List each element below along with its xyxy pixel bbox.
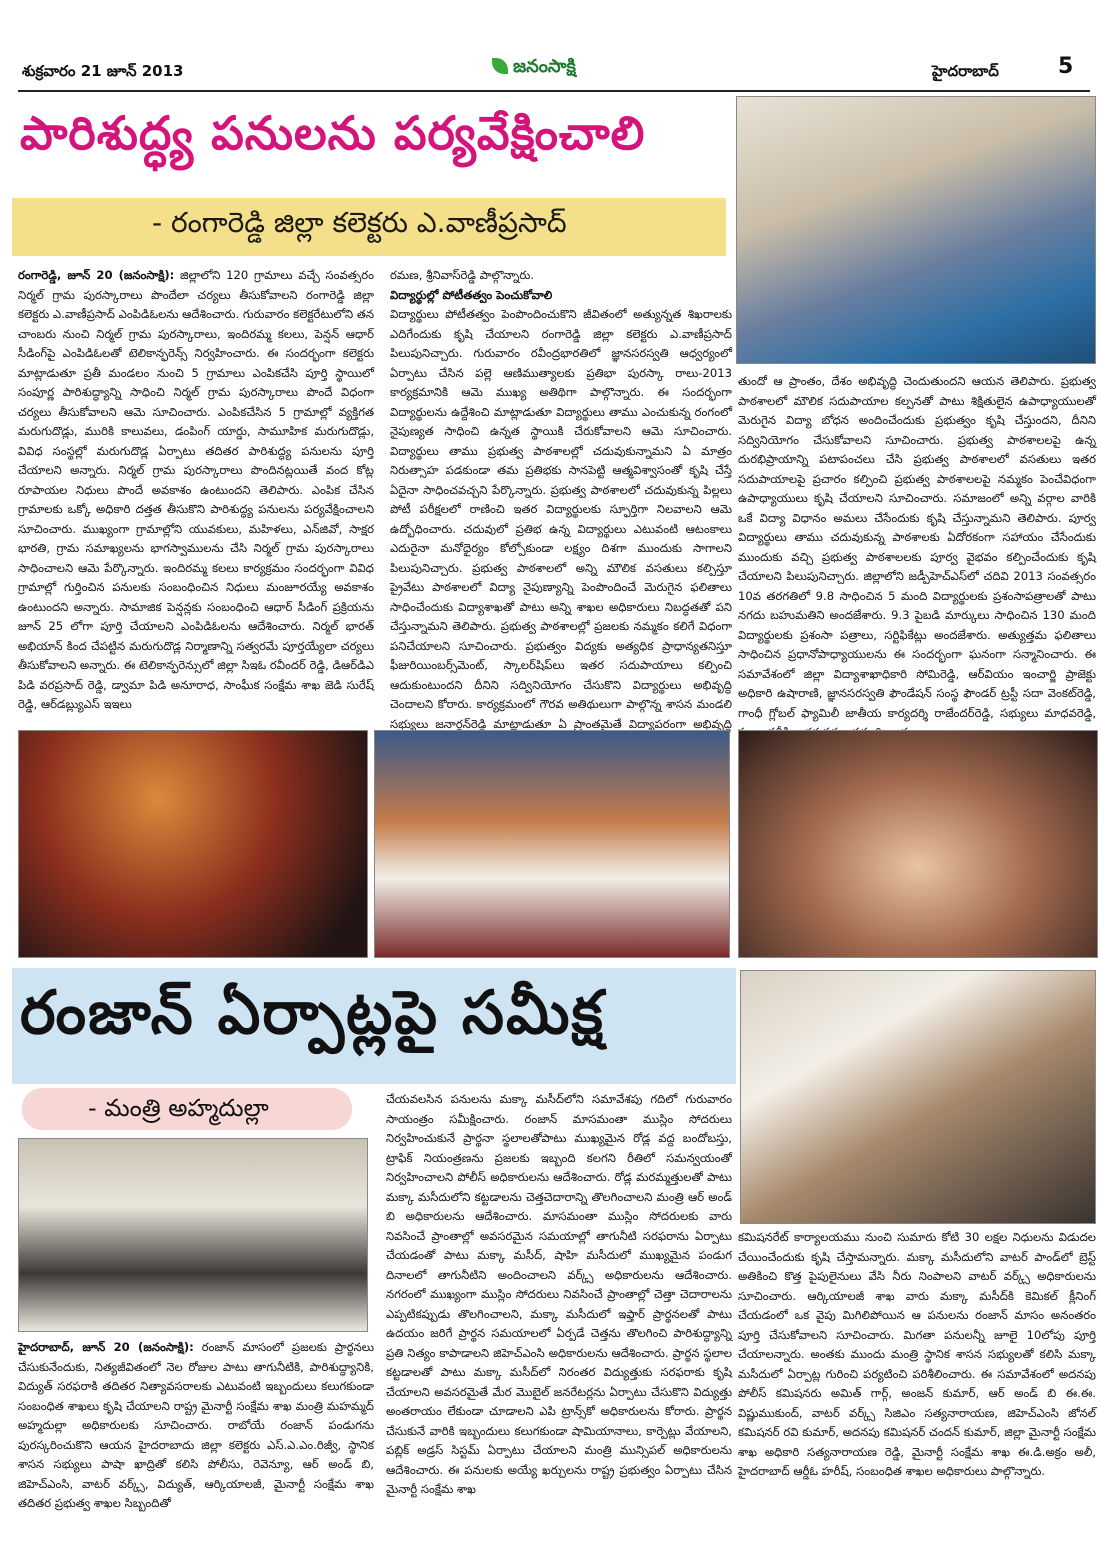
story1-column-3: తుందో ఆ ప్రాంతం, దేశం అభివృద్ధి చెందుతుందని ఆయన తెలిపారు. ప్రభుత్వ పాఠశాలలో మౌలిక సదుపాయాల కల్పనతో పాటు శిక్షితులైన ఉపాధ్యాయులతో మెరుగైన విద్యా బోధన అందించేందుకు ప్రభుత్వం కృషి చేస్తుందని, దీనిని సద్వినియోగం చేసుకోవాలని సూచించారు. ప్రభుత్వ పాఠశాలలపై ఉన్న దురభిప్రాయాన్ని పటాపంచలు చేసి ప్రభుత్వ పాఠశాలలో వసతులు ఇతర సదుపాయాలపై ప్రచారం కల్పించి ప్రభుత్వ పాఠశాలలపై నమ్మకం పెంచేవిధంగా ఉపాధ్యాయులు కృషి చేయాలని సూచించారు. సమాజంలో అన్ని వర్గాల వారికి ఒకే విద్యా విధానం అమలు చేసేందుకు కృషి చేస్తున్నామని తెలిపారు. పూర్వ విద్యార్థులు తాము చదువుకున్న పాఠశాలకు ఏదోరకంగా సహాయం చేసేందుకు ముందుకు వచ్చి ప్రభుత్వ పాఠశాలలకు పూర్వ వైభవం కల్పించేందుకు కృషి చేయాలని పిలుపునిచ్చారు. జిల్లాలోని జడ్పీహెచ్‌ఎస్‌లో చదివి 2013 సంవత్సరం 10వ తరగతిలో 9.8 సాధించిన 5 మంది విద్యార్థులకు ప్రశంసాపత్రాలతో పాటు నగదు బహుమతిని అందజేశారు. 9.3 పైబడి మార్కులు సాధించిన 130 మంది విద్యార్థులకు ప్రశంసా పత్రాలు, సర్టిఫికేట్లు అందజేశారు. అత్యుత్తమ ఫలితాలు సాధించిన ప్రధానోపాధ్యాయులను ఈ సందర్భంగా ఘనంగా సన్మానించారు. ఈ సమావేశంలో జిల్లా విద్యాశాఖాధికారి సోమిరెడ్డి, ఆర్‌వియం ఇంచార్జి ప్రాజెక్టు అధికారి ఉషారాణి, జ్ఞానసరస్వతి ఫౌండేషన్ సంస్థ ఫౌండర్ ట్రస్టీ సదా వెంకట్‌రెడ్డి, గాంధీ గ్లోబల్ ఫ్యామిలీ జాతీయ కార్యదర్శి రాజేందర్‌రెడ్డి, సభ్యులు మాధవరెడ్డి,: [738, 374, 1096, 720]
award-ceremony-photo: [374, 730, 730, 958]
story1-subheadline: - రంగారెడ్డి జిల్లా కలెక్టరు ఎ.వాణీప్రసాద్: [12, 198, 726, 256]
story1-headline: పారిశుద్ధ్య పనులను పర్యవేక్షించాలి: [20, 106, 646, 160]
header-divider: [18, 90, 1090, 92]
story1-body-2: విద్యార్థులు పోటీతత్వం పెంపొందించుకొని జీవితంలో అత్యున్నత శిఖరాలకు ఎదిగేందుకు కృషి చేయాలని రంగారెడ్డి జిల్లా కలెక్టరు ఎ.వాణీప్రసాద్ పిలుపునిచ్చారు. గురువారం రవీంద్రభారతిలో జ్ఞానసరస్వతి ఆధ్వర్యంలో ఏర్పాటు చేసిన పల్లె ఆణిముత్యాలకు ప్రతిభా పురస్కా రాలు-2013 కార్యక్రమానికి ఆమె ముఖ్య అతిథిగా పాల్గొన్నారు. ఈ సందర్భంగా విద్యార్థులను ఉద్దేశించి మాట్లాడుతూ విద్యార్థులు తాము ఎంచుకున్న రంగంలో నైపుణ్యత సాధించి ఉన్నత స్థాయికి చేరుకోవాలని ఆమె సూచించారు. విద్యార్థులు తాము ప్రభుత్వ పాఠశాలల్లో చదువుకున్నామని ఏ మాత్రం నిరుత్సాహ పడకుండా తమ ప్రతిభకు సానపెట్టి ఆత్మవిశ్వాసంతో కృషి చేస్తే ఏదైనా సాధించవచ్చని పేర్కొన్నారు. ప్రభుత్వ పాఠశాలలో చదువుకున్న పిల్లలు పోటీ పరీక్షలలో రాణించి ఇతర విద్యార్థులకు స్ఫూర్తిగా నిలవాలని ఆమె ఉద్బోధించారు. చదువులో ప్రతిభ ఉన్న విద్యార్థులు ఎటువంటి ఆటంకాలు ఎదురైనా మనోధైర్యం కోల్పోకుండా లక్ష్యం దిశగా ముందుకు సాగాలని పిలుపునిచ్చారు. ప్రభుత్వ పాఠశాలలో అన్ని మౌలిక వసతులు కల్పిస్తూ ప్రైవేటు పాఠశాలలో విద్యా నైపుణ్యాన్ని పెంపొందించే మెరుగైన ఫలితాలు సాధించేందుకు విద్యాశాఖతో పాటు అన్ని శాఖల అధికారులు నిబద్ధతతో పని చేస్తున్నామని తెలిపారు. ప్రభుత్వ పాఠశాలల్లో ప్రజలకు నమ్మకం కలిగే విధంగా పనిచేయాలని సూచించారు. ప్రభుత్వం విద్యకు అత్యధిక ప్రాధాన్యతనిస్తూ ఫీజురియింబర్స్‌మెంట్, స్కాలర్‌షిప్‌లు ఇతర సదుపాయాలు కల్పించి ఆదుకుంటుందని దీనిని సద్వినియోగం చేసుకొని విద్యార్థులు అభివృద్ధి చెందాలని కోరారు. కార్యక్రమంలో గౌరవ అతిథులుగా పాల్గొన్న శాసన మండలి సభ్యులు జనార్ధన్‌రెడ్డి మాట్లాడుతూ ఏ ప్రాంతమైతే విద్యాపరంగా అభివృద్ధి: [390, 307, 732, 731]
story1-body-1: జిల్లాలోని 120 గ్రామాలు వచ్చే సంవత్సరం నిర్మల్ గ్రామ పురస్కారాలు పొందేలా చర్యలు తీసుకోవాలని రంగారెడ్డి జిల్లా కలెక్టరు ఎ.వాణీప్రసాద్ ఎంపిడిఓలను ఆదేశించారు. గురువారం కలెక్టరేటులోని తన చాంబరు నుంచి నిర్మల్ గ్రామ పురస్కారాలు, ఇందిరమ్మ కలలు, పెన్షన్ ఆధార్ సీడింగ్‌పై ఎంపిడిఓలతో టెలికాన్ఫరెన్స్ నిర్వహించారు. ఈ సందర్భంగా కలెక్టరు మాట్లాడుతూ ప్రతీ మండలం నుంచి 5 గ్రామాలు ఎంపికచేసి పూర్తి స్థాయిలో సంపూర్ణ పారిశుద్ధ్యాన్ని సాధించి నిర్మల్ గ్రామ పురస్కారాలు పొందే విధంగా చర్యలు తీసుకోవాలని ఆమె సూచించారు. ఎంపికచేసిన 5 గ్రామాల్లో వ్యక్తిగత మరుగుదొడ్లు, మురికి కాలువలు, డంపింగ్ యార్డు, సామూహిక మరుగుదొడ్లు, వివిధ సంస్థల్లో మరుగుదొడ్ల ఏర్పాటు తదితర పారిశుద్ధ్య పనులను పూర్తి చేయాలని అన్నారు. నిర్మల్ గ్రామ పురస్కారాలు పొందినట్లయితే వంద కోట్ల రూపాయల నిధులు పొందే అవకాశం ఉంటుందని తెలిపారు. ఎంపిక చేసిన గ్రామాలకు ఒక్కో అధికారి దత్తత తీసుకొని పారిశుద్ధ్య పనులను పర్యవేక్షించాలని సూచించారు. ముఖ్యంగా గ్రామాల్లోని యువకులు, మహిళలు, ఎన్‌జివో, సాక్షర భారతి, గ్రామ సమాఖ్యలను భాగస్వాములను చేసి నిర్మల్ గ్రామ పురస్కారాలు సాధించాలని ఆమె పేర్కొన్నారు. ఇందిరమ్మ కలలు కార్యక్రమం సందర్భంగా వివిధ గ్రామాల్లో గుర్తించిన పనులకు సంబంధించిన నిధులు మంజూరయ్యే అవకాశం ఉంటుందని అన్నారు. సామాజిక పెన్షన్లకు సంబంధించి ఆధార్ సీడింగ్ ప్రక్రియను జూన్ 25 లోగా పూర్తి చేయాలని ఎంపిడిఓలను ఆదేశించారు. నిర్మల్ భారత్ అభియాన్ కింద చేపట్టిన మరుగుదొడ్ల నిర్మాణాన్ని సత్వరమే పూర్తయ్యేలా చర్యలు తీసుకోవాలని అన్నారు. ఈ టెలికాన్ఫరెన్సులో జిల్లా సిఇఓ రవీందర్ రెడ్డి, డిఆర్‌డిఎ పిడి వరప్రసాద్ రెడ్డి, డ్వామా పిడి అనూరాధ, సాంఘీక సంక్షేమ శాఖ జెడి సురేష్ రెడ్డి, ఆర్‌డబ్ల్యుఎస్ ఇఇలు: [18, 268, 374, 711]
leaf-icon: [492, 58, 508, 74]
story2-column-1: [18, 1338, 374, 1554]
story2-subheadline: - మంత్రి అహ్మదుల్లా: [22, 1088, 352, 1130]
story1-column-1: [18, 266, 374, 710]
logo-text: జనంసాక్షి: [513, 56, 576, 77]
story2-column-3: కమిషనరేట్ కార్యాలయము నుంచి సుమారు కోటి 30 లక్షల నిధులను విడుదల చేయించేందుకు కృషి చేస్తామన్నారు. మక్కా మసీదులోని వాటర్ పాండ్‌లో బ్రెస్ట్ అతికించి కొత్త పైపులైనులు వేసి నీరు నింపాలని వాటర్ వర్క్స్ అధికారులను సూచించారు. ఆర్కియాలజీ శాఖ వారు మక్కా మసీద్‌కి కెమికల్ క్లీనింగ్ చేయడంలో ఒక వైపు మిగిలిపోయిన ఆ పనులను రంజాన్ మాసం అనంతరం పూర్తి చేసుకోవాలని సూచించారు. మిగతా పనులన్నీ జూలై 10లోపు పూర్తి చేయాలన్నారు. అంతకు ముందు మంత్రి స్థానిక శాసన సభ్యులతో కలిసి మక్కా మసీదులో ఏర్పాట్ల గురించి పర్యటించి పరిశీలించారు. ఈ సమావేశంలో అదనపు పోలీస్ కమిషనరు అమిత్ గార్గ్, అంజన్ కుమార్, ఆర్ అండ్ బి ఈ.ఈ. విష్ణుముకుంద్, వాటర్ వర్క్స్ సిజిఎం సత్యనారాయణ, జిహెచ్‌ఎంసి జోనల్ కమిషనర్ రవి కుమార్, అదనపు కమిషనర్ చందన్ కుమార్, జిల్లా మైనార్టీ సంక్షేమ శాఖ అధికారి సత్యనారాయణ రెడ్డి, మైనార్టీ సంక్షేమ శాఖ ఈ.డి.అక్రం అలీ, హైదరాబాద్ ఆర్డీఓ హరీష్, సంబంధిత శాఖల అధికారులు పాల్గొన్నారు.: [738, 1230, 1096, 1478]
collector-meeting-photo: [736, 96, 1096, 364]
page-number: 5: [1058, 54, 1074, 79]
minister-visit-photo: [18, 1138, 368, 1332]
story2-dateline: హైదరాబాద్, జూన్ 20 (జనంసాక్షి):: [18, 1340, 194, 1354]
story1-body-2-lead: రమణ, శ్రీనివాస్‌రెడ్డి పాల్గొన్నారు.: [390, 268, 534, 282]
issue-date: శుక్రవారం 21 జూన్ 2013: [22, 62, 184, 80]
story2-column-2: చేయవలసిన పనులను మక్కా మసీద్‌లోని సమావేశపు గదిలో గురువారం సాయంత్రం సమీక్షించారు. రంజాన్ మాసమంతా ముస్లిం సోదరులు నిర్వహించుకునే ప్రార్థనా స్థలాలతోపాటు ముఖ్యమైన రోడ్ల వద్ద బందోబస్తు, ట్రాఫిక్ నియంత్రణను ప్రజలకు ఇబ్బంది కలగని రీతిలో సమన్వయంతో నిర్వహించాలని పోలీస్ అధికారులను ఆదేశించారు. రోడ్ల మరమ్మత్తులతో పాటు మక్కా మసీదులోని కట్టడాలను చెత్తచెదారాన్ని తొలగించాలని మంత్రి ఆర్ అండ్ బి అధికారులను ఆదేశించారు. మాసమంతా ముస్లిం సోదరులకు వారు నివసించే ప్రాంతాల్లో అవసరమైన సమయాల్లో తాగునీటి సరఫరాను ఏర్పాటు చేయడంతో పాటు మక్కా మసీద్, షాహి మసీదులో ముఖ్యమైన పండుగ దినాలలో తాగునీటిని అందించాలని వర్క్స్ అధికారులను ఆదేశించారు. నగరంలో ముఖ్యంగా ముస్లిం సోదరులు నివసించే ప్రాంతాల్లో చెత్తా చెదారాలను ఎప్పటికప్పుడు తొలగించాలని, మక్కా మసీదులో ఇఫ్తార్ ప్రార్థనలతో పాటు ఉదయం జరిగే ప్రార్థన సమయాలలో ఏర్పడే చెత్తను తొలగించి పారిశుద్ధ్యాన్ని ప్రతి నిత్యం కాపాడాలని జిహెచ్‌ఎంసి అధికారులను ఆదేశించారు. ప్రార్థన స్థలాల కట్టడాలతో పాటు మక్కా మసీద్‌లో నిరంతర విద్యుత్తుకు సరఫరాకు కృషి చేయాలని అవసరమైతే మేర మొబైల్ జనరేటర్లను ఏర్పాటు చేసుకొని విద్యుత్తు అంతరాయం లేకుండా చూడాలని ఎపి ట్రాన్స్‌కో అధికారులను కోరారు. ప్రార్థన చేసుకునే వారికి ఇబ్బందులు కలుగకుండా షామియానాలు, కార్పెట్లు వేయాలని, పబ్లిక్ అడ్రస్ సిస్టమ్ ఏర్పాటు చేయాలని మంత్రి మున్సిపల్ అధికారులను ఆదేశించారు. ఈ పనులకు అయ్యే ఖర్చులను రాష్ట్ర ప్రభుత్వం ఏర్పాటు చేసిన మైనార్టీ సంక్షేమ శాఖ: [386, 1092, 732, 1496]
edition-city: హైదరాబాద్: [932, 62, 999, 80]
ramzan-review-meeting-photo: [740, 970, 1096, 1224]
stage-performance-photo: [18, 730, 368, 958]
story1-column-2: [390, 266, 732, 731]
newspaper-logo: [492, 56, 576, 81]
audience-photo: [738, 730, 1098, 958]
story2-body-1: రంజాన్ మాసంలో ప్రజలకు ప్రార్థనలు చేసుకునేందుకు, నిత్యజీవితంలో నెల రోజుల పాటు తాగునీటికి, పారిశుద్ధ్యానికి, విద్యుత్ సరఫరాకి తదితర నిత్యావసరాలకు ఎటువంటి ఇబ్బందులు కలుగకుండా సంబంధిత శాఖలు కృషి చేయాలని రాష్ట్ర మైనార్టీ సంక్షేమ శాఖ మంత్రి మహమ్మద్ అహ్మదుల్లా అధికారులకు సూచించారు. రాబోయే రంజాన్ పండుగను పురస్కరించుకొని ఆయన హైదరాబాదు జిల్లా కలెక్టరు ఎస్.ఎ.ఎం.రిజ్వీ, స్థానిక శాసన సభ్యులు పాషా ఖాద్రితో కలిసి పోలీసు, రెవెన్యూ, ఆర్ అండ్ బి, జిహెచ్‌ఎంసి, వాటర్ వర్క్స్, విద్యుత్, ఆర్కియాలజీ, మైనార్టీ సంక్షేమ శాఖ తదితర ప్రభుత్వ శాఖల సిబ్బందితో: [18, 1340, 375, 1510]
story1-subhead: విద్యార్థుల్లో పోటీతత్వం పెంచుకోవాలి: [390, 287, 553, 302]
story1-dateline: రంగారెడ్డి, జూన్ 20 (జనంసాక్షి):: [18, 268, 175, 282]
story2-headline: రంజాన్ ఏర్పాట్లపై సమీక్ష: [20, 978, 605, 1048]
